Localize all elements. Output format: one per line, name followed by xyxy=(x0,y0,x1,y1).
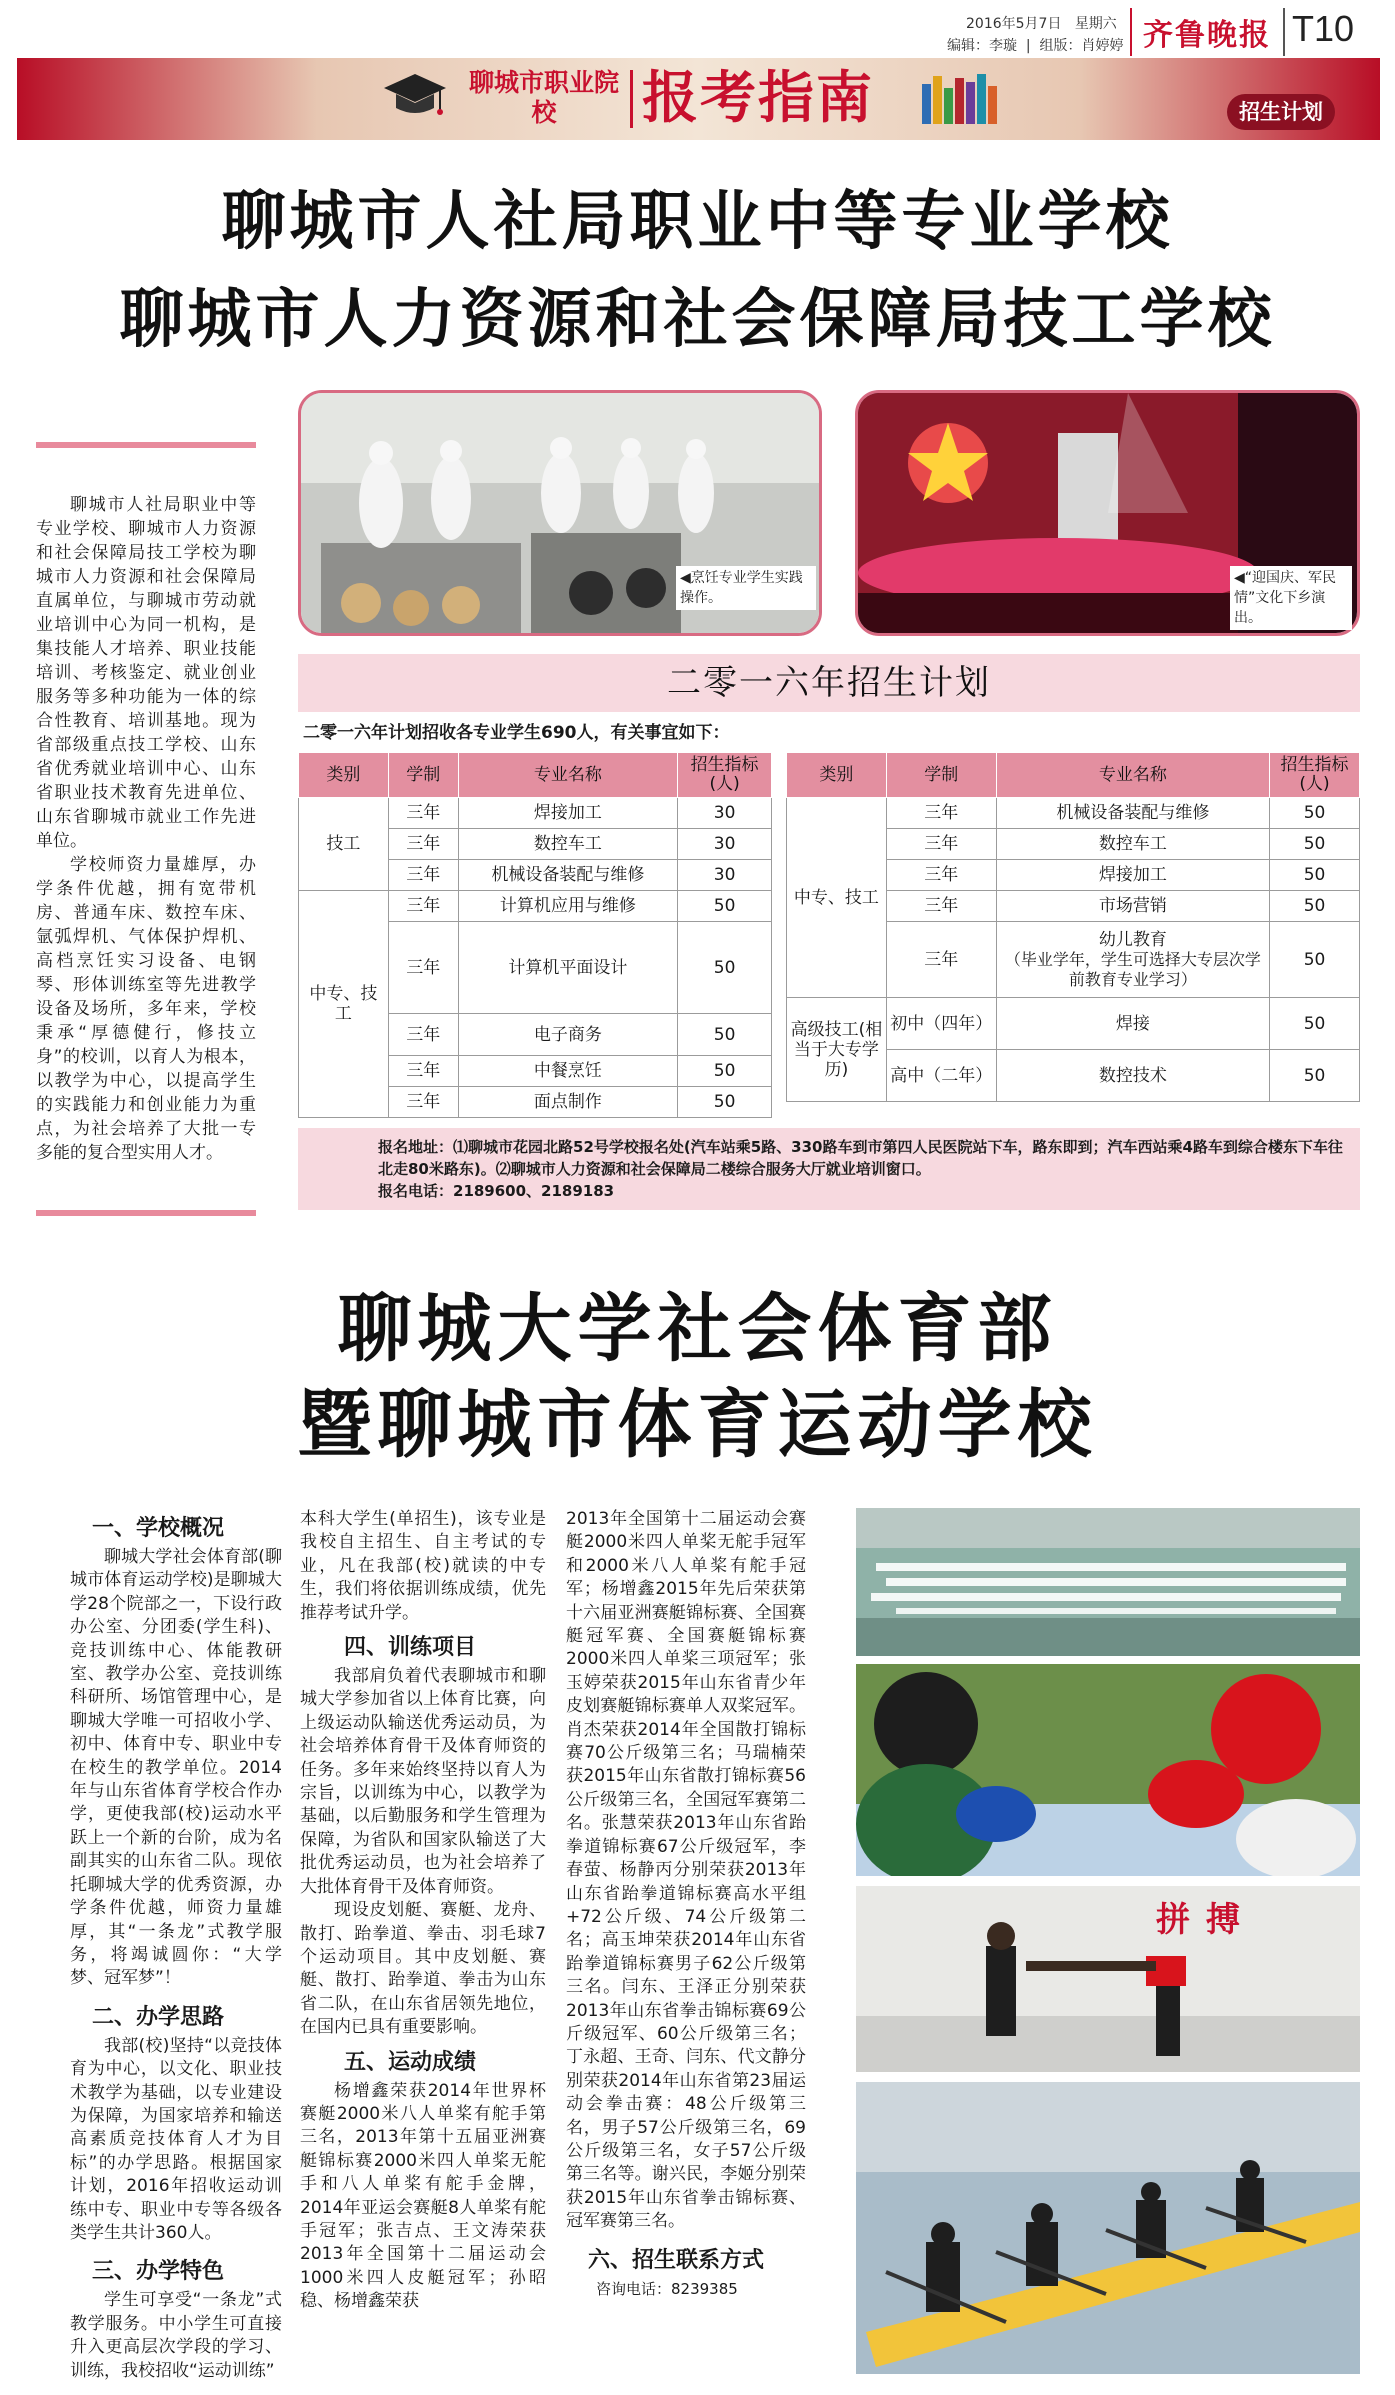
contact-phone: 咨询电话：8239385 xyxy=(596,2279,738,2298)
section-heading: 四、训练项目 xyxy=(344,1635,477,1661)
banner-subtitle: 聊城市职业院校 xyxy=(468,68,619,127)
table-row: 中专、技工 三年 机械设备装配与维修 50 xyxy=(787,798,1360,829)
page-number: T10 xyxy=(1292,8,1355,49)
performance-photo-caption: ◀“迎国庆、军民情”文化下乡演出。 xyxy=(1230,566,1352,630)
table-row: 三年 焊接加工 50 xyxy=(787,860,1360,891)
school1-intro-p2: 学校师资力量雄厚，办学条件优越，拥有宽带机房、普通车床、数控车床、氩弧焊机、气体保护焊机、高档烹饪实习设备、电钢琴、形体训练室等先进教学设备及场所，多年来，学校秉承“厚德健行，修技立身”的校训，以育人为根本，以教学为中心，以提高学生的实践能力和创业能力为重点，为社会培养了大批一专多能的复合型实用人才。 xyxy=(36,855,256,1163)
boxing-photo xyxy=(856,1664,1360,1876)
school2-column-1: 一、学校概况 聊城大学社会体育部(聊城市体育运动学校)是聊城大学28个院部之一，下设行政办公室、分团委(学生科)、竞技训练中心、体能教研室、教学办公室、竞技训练科研所、场馆管理中心，是聊城大学唯一可招收小学、初中、体育中专、职业中专在校生的教学单位。2014年与山东省体育学校合作办学，更使我部(校)运动水平跃上一个新的台阶，成为名副其实的山东省二队。现依托聊城大学的优秀资源，办学条件优越，师资力量雄厚，其“一条龙”式教学服务，将竭诚圆你：“大学梦、冠军梦”！ 二、办学思路 我部(校)坚持“以竞技体育为中心，以文化、职业技术教学为基础，以专业建设为保障，为国家培养和输送高素质竞技体育人才为目标”的办学思路。根据国家计划，2016年招收运动训练中专、职业中专等各级各类学生共计360人。 三、办学特色 学生可享受“一条龙”式教学服务。中小学生可直接升入更高层次学段的学习、训练，我校招收“运动训练” xyxy=(70,1512,282,2383)
school2-column-2: 本科大学生(单招生)，该专业是我校自主招生、自主考试的专业，凡在我部(校)就读的中专生，我们将依据训练成绩，优先推荐考试升学。 四、训练项目 我部肩负着代表聊城市和聊城大学参加省以上体育比赛，向上级运动队输送优秀运动员，为社会培养体育骨干及体育师资的任务。多年来始终坚持以育人为宗旨，以训练为中心，以教学为基础，以后勤服务和学生管理为保障，为省队和国家队输送了大批优秀运动员，也为社会培养了大批体育骨干及体育师资。 现设皮划艇、赛艇、龙舟、散打、跆拳道、拳击、羽毛球7个运动项目。其中皮划艇、赛艇、散打、跆拳道、拳击为山东省二队，在山东省居领先地位，在国内已具有重要影响。 五、运动成绩 杨增鑫荣获2014年世界杯赛艇2000米八人单桨有舵手第三名，2013年第十五届亚洲赛艇锦标赛2000米四人单桨无舵手和八人单桨有舵手金牌，2014年亚运会赛艇8人单桨有舵手冠军；张吉点、王文涛荣获2013年全国第十二届运动会1000米四人皮艇冠军；孙昭稳、杨增鑫荣获 xyxy=(300,1509,546,2312)
section-heading: 二、办学思路 xyxy=(92,2004,225,2030)
table-row: 三年 中餐烹饪 50 xyxy=(299,1056,772,1087)
table-row: 高中（二年） 数控技术 50 xyxy=(787,1050,1360,1102)
plan-table-left xyxy=(298,752,772,1118)
table-row: 三年 面点制作 50 xyxy=(299,1087,772,1118)
table-row: 三年 数控车工 30 xyxy=(299,829,772,860)
school2-title xyxy=(0,1282,1395,1472)
graduation-cap-icon xyxy=(382,70,448,122)
header-divider xyxy=(1130,8,1132,56)
table-row: 三年 电子商务 50 xyxy=(299,1014,772,1056)
school1-title-line2: 聊城市人力资源和社会保障局技工学校 xyxy=(119,283,1276,357)
registration-address: 报名地址：⑴聊城市花园北路52号学校报名处(汽车站乘5路、330路车到市第四人民医院站下车，路东即到；汽车西站乘4路车到综合楼东下车往北走80米路东)。⑵聊城市人力资源和社会保障局二楼综合服务大厅就业培训窗口。 xyxy=(378,1138,1343,1178)
editor-line: 编辑：李璇 | 组版：肖婷婷 xyxy=(947,38,1124,54)
issue-date: 2016年5月7日 星期六 xyxy=(966,16,1117,32)
books-icon xyxy=(922,74,1002,124)
school2-title-line1: 聊城大学社会体育部 xyxy=(337,1286,1058,1372)
table-row: 三年 机械设备装配与维修 30 xyxy=(299,860,772,891)
registration-info xyxy=(298,1128,1360,1210)
th-major: 专业名称 xyxy=(996,753,1269,798)
registration-phone: 报名电话：2189600、2189183 xyxy=(378,1182,615,1200)
table-row: 高级技工(相当于大专学历) 初中（四年） 焊接 50 xyxy=(787,998,1360,1050)
photo-banner-text: 拼搏 xyxy=(1156,1900,1256,1940)
intro-rule-bottom xyxy=(36,1210,256,1216)
th-years: 学制 xyxy=(886,753,996,798)
cooking-photo-caption: ◀烹饪专业学生实践操作。 xyxy=(676,566,816,610)
plan-title: 二零一六年招生计划 xyxy=(298,654,1360,712)
table-row: 三年 数控车工 50 xyxy=(787,829,1360,860)
school1-title-line1: 聊城市人社局职业中等专业学校 xyxy=(221,185,1174,259)
taichi-photo xyxy=(856,1508,1360,1656)
school1-intro xyxy=(36,493,256,1165)
table-row: 三年 市场营销 50 xyxy=(787,891,1360,922)
school2-column-3: 2013年全国第十二届运动会赛艇2000米四人单桨无舵手冠军和2000米八人单桨有舵手冠军；杨增鑫2015年先后荣获第十六届亚洲赛艇锦标赛、全国赛艇冠军赛、全国赛艇锦标赛2000米四人单桨三项冠军；张玉婷荣获2015年山东省青少年皮划赛艇锦标赛单人双桨冠军。肖杰荣获2014年全国散打锦标赛70公斤级第三名；马瑞楠荣获2015年山东省散打锦标赛56公斤级第三名，全国冠军赛第二名。张慧荣获2013年山东省跆拳道锦标赛67公斤级冠军，李春萤、杨静丙分别荣获2013年山东省跆拳道锦标赛高水平组+72公斤级、74公斤级第二名；高玉坤荣获2014年山东省跆拳道锦标赛男子62公斤级第三名。闫东、王泽正分别荣获2013年山东省拳击锦标赛69公斤级冠军、60公斤级第三名；丁永超、王奇、闫东、代文静分别荣获2014年山东省第23届运动会拳击赛：48公斤级第三名，男子57公斤级第三名，69公斤级第三名，女子57公斤级第三名等。谢兴民，李姬分别荣获2015年山东省拳击锦标赛、冠军赛第三名。 六、招生联系方式 咨询电话：8239385 xyxy=(566,1508,806,2301)
table-row: 三年 计算机平面设计 50 xyxy=(299,922,772,1014)
section-heading: 五、运动成绩 xyxy=(344,2049,477,2075)
school1-title xyxy=(0,180,1395,362)
th-quota: 招生指标(人) xyxy=(1270,753,1360,798)
table-row: 三年 幼儿教育 （毕业学年，学生可选择大专层次学前教育专业学习） 50 xyxy=(787,922,1360,998)
th-years: 学制 xyxy=(388,753,458,798)
table-row: 中专、技工 三年 计算机应用与维修 50 xyxy=(299,891,772,922)
newspaper-logo: 齐鲁晚报 xyxy=(1143,18,1271,53)
school1-intro-p1: 聊城市人社局职业中等专业学校、聊城市人力资源和社会保障局技工学校为聊城市人力资源和社会保障局直属单位，与聊城市劳动就业培训中心为同一机构，是集技能人才培养、职业技能培训、考核鉴定、就业创业服务等多种功能为一体的综合性教育、培训基地。现为省部级重点技工学校、山东省优秀就业培训中心、山东省职业技术教育先进单位、山东省聊城市就业工作先进单位。 xyxy=(36,495,256,851)
banner-title: 报考指南 xyxy=(642,66,874,131)
rowing-photo xyxy=(856,2082,1360,2374)
kick-photo xyxy=(856,1886,1360,2072)
header-divider-2 xyxy=(1283,8,1285,56)
th-category: 类别 xyxy=(299,753,389,798)
section-heading: 三、办学特色 xyxy=(92,2259,225,2285)
th-major: 专业名称 xyxy=(458,753,677,798)
plan-lead: 二零一六年计划招收各专业学生690人，有关事宜如下： xyxy=(303,723,730,743)
section-banner xyxy=(17,58,1380,140)
plan-badge: 招生计划 xyxy=(1227,94,1335,130)
section-heading: 一、学校概况 xyxy=(92,1516,225,1541)
th-quota: 招生指标(人) xyxy=(678,753,772,798)
table-row: 技工 三年 焊接加工 30 xyxy=(299,798,772,829)
school2-title-line2: 暨聊城市体育运动学校 xyxy=(297,1382,1098,1468)
banner-divider xyxy=(630,70,633,128)
section-heading: 六、招生联系方式 xyxy=(588,2247,765,2273)
th-category: 类别 xyxy=(787,753,887,798)
intro-rule-top xyxy=(36,442,256,448)
plan-table-right xyxy=(786,752,1360,1102)
